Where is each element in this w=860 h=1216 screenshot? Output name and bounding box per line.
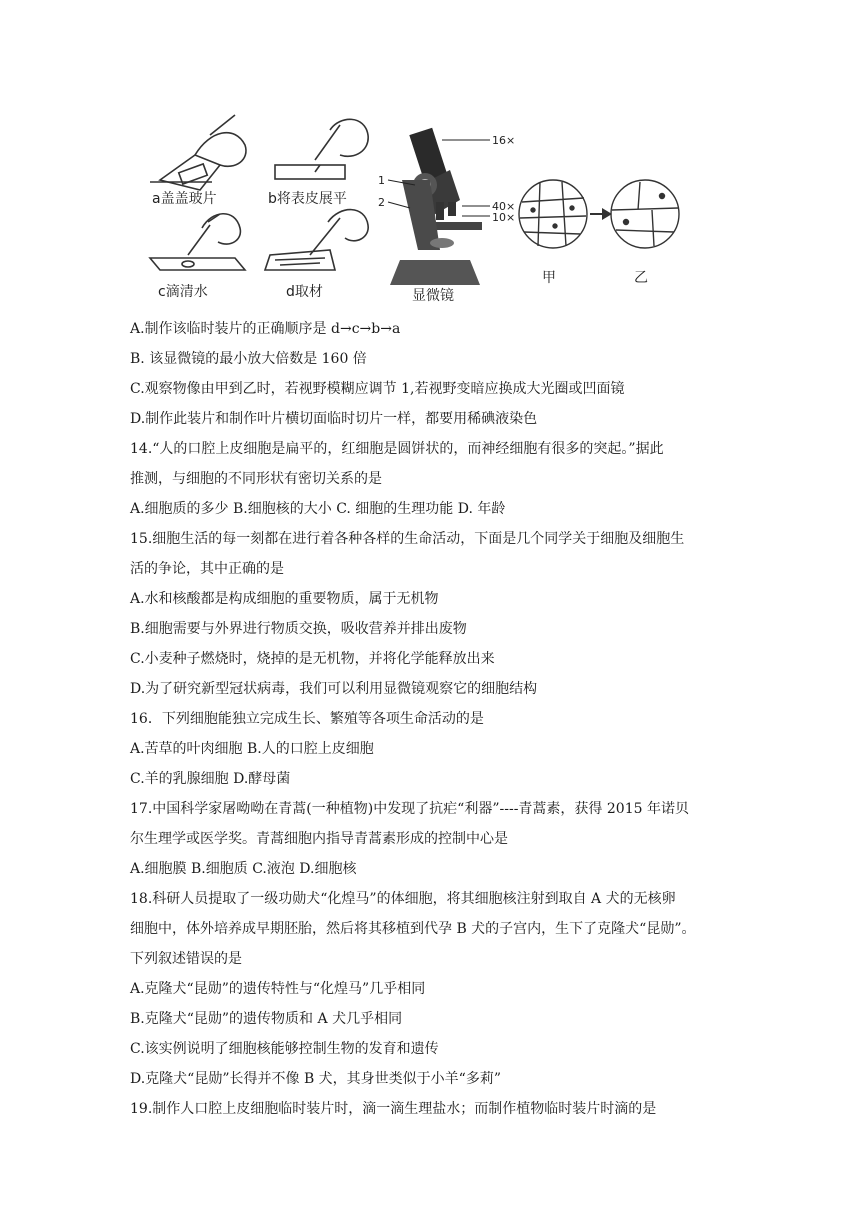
q15-option-a: A.水和核酸都是构成细胞的重要物质，属于无机物	[130, 591, 439, 607]
q18-stem-line2: 细胞中，体外培养成早期胚胎，然后将其移植到代孕 B 犬的子宫内，生下了克隆犬“昆勋”。	[130, 921, 696, 937]
q15-option-b: B.细胞需要与外界进行物质交换，吸收营养并排出废物	[130, 621, 467, 637]
step-d-illustration	[265, 210, 368, 270]
mark-1: 1	[378, 174, 385, 187]
question-text	[130, 314, 740, 1124]
mark-objective-10: 10×	[492, 211, 516, 224]
q15-option-c: C.小麦种子燃烧时，烧掉的是无机物，并将化学能释放出来	[130, 651, 495, 667]
mark-eyepiece: 16×	[492, 134, 516, 147]
q13-option-b: B. 该显微镜的最小放大倍数是 160 倍	[130, 351, 367, 367]
arrow-icon	[590, 208, 612, 220]
q14-options: A.细胞质的多少 B.细胞核的大小 C. 细胞的生理功能 D. 年龄	[130, 501, 506, 517]
q16-options-cd: C.羊的乳腺细胞 D.酵母菌	[130, 771, 291, 787]
step-b-illustration	[275, 119, 368, 179]
mark-2: 2	[378, 196, 385, 209]
q18-stem-line3: 下列叙述错误的是	[130, 951, 242, 967]
microscope-illustration	[388, 128, 490, 285]
figure-illustration	[140, 110, 680, 306]
q16-options-ab: A.苦草的叶肉细胞 B.人的口腔上皮细胞	[130, 741, 374, 757]
q17-options: A.细胞膜 B.细胞质 C.液泡 D.细胞核	[130, 861, 357, 877]
label-d: d取材	[286, 284, 323, 300]
q18-option-b: B.克隆犬“昆勋”的遗传物质和 A 犬几乎相同	[130, 1011, 403, 1027]
label-a: a盖盖玻片	[152, 191, 217, 207]
q18-option-c: C.该实例说明了细胞核能够控制生物的发育和遗传	[130, 1041, 439, 1057]
q14-stem-line2: 推测，与细胞的不同形状有密切关系的是	[130, 471, 382, 487]
q15-stem-line1: 15.细胞生活的每一刻都在进行着各种各样的生命活动，下面是几个同学关于细胞及细胞生	[130, 531, 685, 547]
step-a-illustration	[150, 115, 246, 190]
q17-stem-line1: 17.中国科学家屠呦呦在青蒿(一种植物)中发现了抗疟“利器”----青蒿素，获得 2015 年诺贝	[130, 801, 689, 817]
q16-stem: 16．下列细胞能独立完成生长、繁殖等各项生命活动的是	[130, 711, 484, 727]
step-c-illustration	[150, 214, 245, 270]
q14-stem-line1: 14.“人的口腔上皮细胞是扁平的，红细胞是圆饼状的，而神经细胞有很多的突起。”据此	[130, 441, 664, 457]
q13-option-a: A.制作该临时装片的正确顺序是 d→c→b→a	[130, 321, 401, 337]
q19-stem: 19.制作人口腔上皮细胞临时装片时，滴一滴生理盐水；而制作植物临时装片时滴的是	[130, 1101, 657, 1117]
q17-stem-line2: 尔生理学或医学奖。青蒿细胞内指导青蒿素形成的控制中心是	[130, 831, 508, 847]
label-microscope: 显微镜	[412, 288, 454, 304]
view-yi-illustration	[611, 180, 679, 248]
label-c: c滴清水	[158, 284, 208, 300]
q13-option-d: D.制作此装片和制作叶片横切面临时切片一样，都要用稀碘液染色	[130, 411, 538, 427]
q18-option-a: A.克隆犬“昆勋”的遗传特性与“化煌马”几乎相同	[130, 981, 426, 997]
q18-option-d: D.克隆犬“昆勋”长得并不像 B 犬，其身世类似于小羊“多莉”	[130, 1071, 501, 1087]
q18-stem-line1: 18.科研人员提取了一级功勋犬“化煌马”的体细胞，将其细胞核注射到取自 A 犬的无核卵	[130, 891, 676, 907]
q15-option-d: D.为了研究新型冠状病毒，我们可以利用显微镜观察它的细胞结构	[130, 681, 538, 697]
label-jia: 甲	[542, 270, 556, 286]
q13-option-c: C.观察物像由甲到乙时，若视野模糊应调节 1,若视野变暗应换成大光圈或凹面镜	[130, 381, 625, 397]
label-b: b将表皮展平	[268, 191, 347, 207]
mark-objective-40: 40×	[492, 200, 516, 213]
experiment-figure	[140, 110, 680, 306]
label-yi: 乙	[634, 270, 648, 286]
q15-stem-line2: 活的争论，其中正确的是	[130, 561, 284, 577]
view-jia-illustration	[519, 180, 587, 248]
